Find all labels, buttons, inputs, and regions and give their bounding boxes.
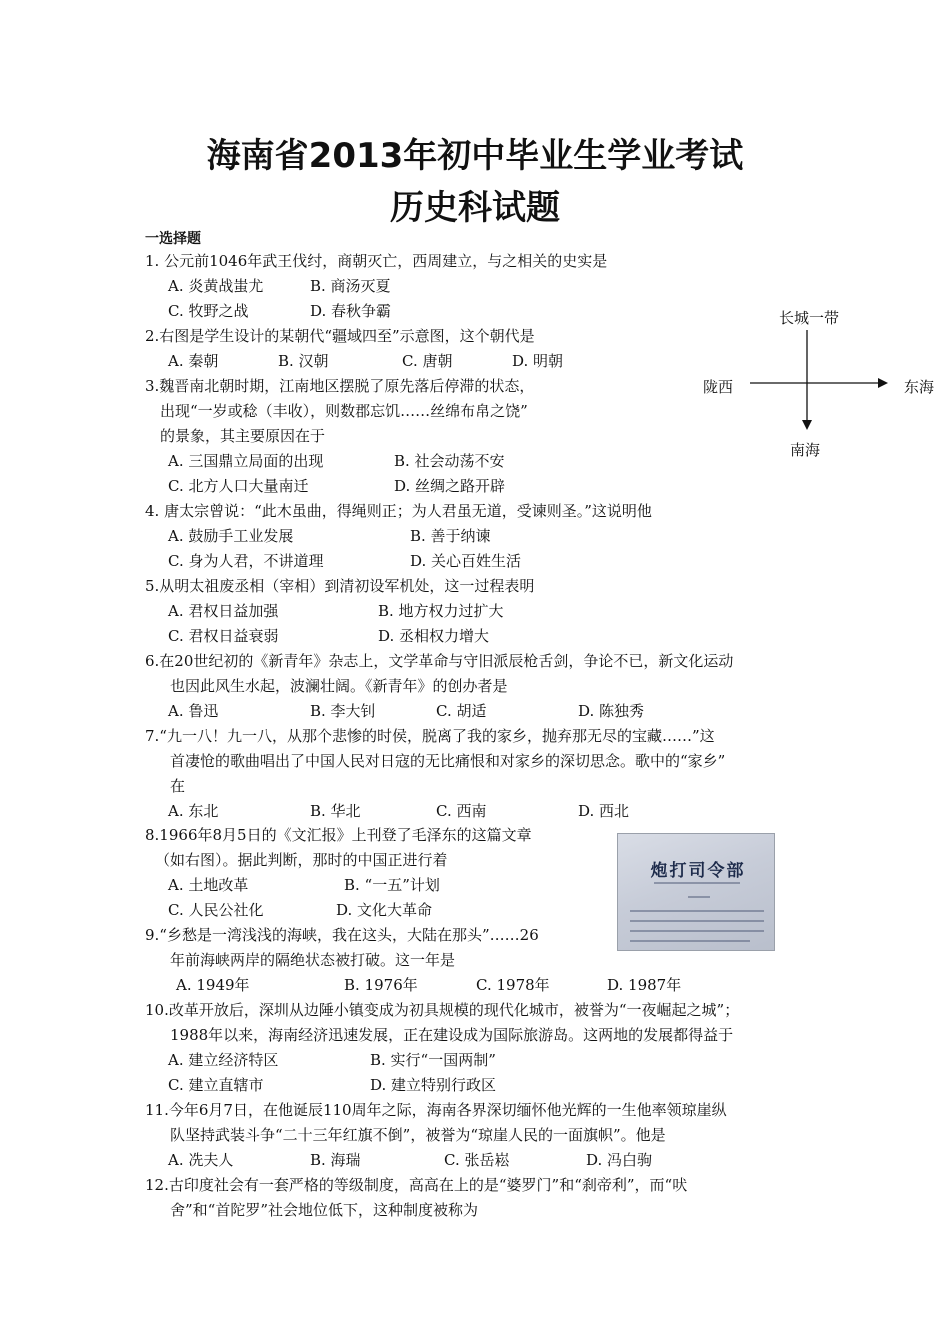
q6-option-d: D. 陈独秀 (578, 702, 645, 720)
q6-option-b: B. 李大钊 (310, 702, 376, 720)
q10-option-d: D. 建立特别行政区 (370, 1076, 497, 1094)
photo-text-line (630, 910, 764, 912)
q9-stem-line2: 年前海峡两岸的隔绝状态被打破。这一年是 (170, 951, 456, 969)
q8-option-d: D. 文化大革命 (336, 901, 433, 919)
q5-option-b: B. 地方权力过扩大 (378, 602, 504, 620)
territory-arrows (740, 330, 900, 440)
q9-option-d: D. 1987年 (607, 976, 682, 994)
q4-stem: 4. 唐太宗曾说：“此木虽曲，得绳则正；为人君虽无道，受谏则圣。”这说明他 (145, 502, 652, 520)
q8-stem: 8.1966年8月5日的《文汇报》上刊登了毛泽东的这篇文章 (145, 826, 532, 844)
q1-option-b: B. 商汤灭夏 (310, 277, 391, 295)
q2-option-a: A. 秦朝 (168, 352, 219, 370)
q9-option-b: B. 1976年 (344, 976, 418, 994)
photo-text-line (630, 930, 764, 932)
exam-subtitle: 历史科试题 (390, 188, 560, 228)
q3-option-d: D. 丝绸之路开辟 (394, 477, 506, 495)
q6-stem-line2: 也因此风生水起，波澜壮阔。《新青年》的创办者是 (170, 677, 508, 695)
map-label-east: 东海 (904, 378, 935, 396)
q5-option-a: A. 君权日益加强 (168, 602, 279, 620)
q3-option-b: B. 社会动荡不安 (394, 452, 505, 470)
q3-stem-line2: 出现“一岁或稔（丰收），则数郡忘饥……丝绵布帛之饶” (160, 402, 528, 420)
q7-option-d: D. 西北 (578, 802, 630, 820)
q1-stem: 1. 公元前1046年武王伐纣，商朝灭亡，西周建立，与之相关的史实是 (145, 252, 608, 270)
q3-option-a: A. 三国鼎立局面的出现 (168, 452, 324, 470)
q7-option-c: C. 西南 (436, 802, 487, 820)
q2-option-c: C. 唐朝 (402, 352, 453, 370)
q9-stem: 9.“乡愁是一湾浅浅的海峡，我在这头，大陆在那头”……26 (145, 926, 539, 944)
q1-option-c: C. 牧野之战 (168, 302, 249, 320)
q6-stem: 6.在20世纪初的《新青年》杂志上，文学革命与守旧派辰枪舌剑，争论不已，新文化运动 (145, 652, 734, 670)
q2-option-d: D. 明朝 (512, 352, 564, 370)
q8-option-b: B. “一五”计划 (344, 876, 440, 894)
south-arrowhead (802, 420, 812, 430)
q5-stem: 5.从明太祖废丞相（宰相）到清初设军机处，这一过程表明 (145, 577, 535, 595)
q6-option-c: C. 胡适 (436, 702, 487, 720)
q10-stem: 10.改革开放后，深圳从边陲小镇变成为初具规模的现代化城市，被誉为“一夜崛起之城”； (145, 1001, 740, 1019)
photo-text-line (630, 920, 764, 922)
east-arrowhead (878, 378, 888, 388)
q2-stem: 2.右图是学生设计的某朝代“疆域四至”示意图，这个朝代是 (145, 327, 535, 345)
q8-option-a: A. 土地改革 (168, 876, 249, 894)
q11-option-a: A. 冼夫人 (168, 1151, 234, 1169)
q7-stem-line3: 在 (170, 777, 186, 795)
q8-stem-line2: （如右图）。据此判断，那时的中国正进行着 (155, 851, 448, 869)
q4-option-d: D. 关心百姓生活 (410, 552, 522, 570)
q5-option-d: D. 丞相权力增大 (378, 627, 490, 645)
q11-option-d: D. 冯白驹 (586, 1151, 653, 1169)
q4-option-b: B. 善于纳谏 (410, 527, 491, 545)
q2-option-b: B. 汉朝 (278, 352, 329, 370)
q11-option-b: B. 海瑞 (310, 1151, 361, 1169)
q7-stem: 7.“九一八！九一八，从那个悲惨的时侯，脱离了我的家乡，抛弃那无尽的宝藏……”这 (145, 727, 715, 745)
q9-option-a: A. 1949年 (176, 976, 250, 994)
photo-subtitle-line (654, 882, 740, 884)
q3-option-c: C. 北方人口大量南迁 (168, 477, 309, 495)
q11-stem: 11.今年6月7日，在他诞辰110周年之际，海南各界深切缅怀他光辉的一生他率领琼崖纵 (145, 1101, 727, 1119)
photo-text-line (630, 940, 750, 942)
q6-option-a: A. 鲁迅 (168, 702, 219, 720)
photo-author-line (688, 896, 710, 898)
q11-option-c: C. 张岳崧 (444, 1151, 510, 1169)
q1-option-d: D. 春秋争霸 (310, 302, 392, 320)
q11-stem-line2: 队坚持武装斗争“二十三年红旗不倒”，被誉为“琼崖人民的一面旗帜”。他是 (170, 1126, 666, 1144)
q1-option-a: A. 炎黄战蚩尤 (168, 277, 264, 295)
q10-option-a: A. 建立经济特区 (168, 1051, 279, 1069)
q7-stem-line2: 首凄怆的歌曲唱出了中国人民对日寇的无比痛恨和对家乡的深切思念。歌中的“家乡” (170, 752, 726, 770)
q7-option-a: A. 东北 (168, 802, 219, 820)
q12-stem: 12.古印度社会有一套严格的等级制度，高高在上的是“婆罗门”和“刹帝利”，而“吠 (145, 1176, 688, 1194)
q8-option-c: C. 人民公社化 (168, 901, 264, 919)
newspaper-photo (617, 833, 775, 951)
q9-option-c: C. 1978年 (476, 976, 550, 994)
exam-title: 海南省2013年初中毕业生学业考试 (206, 136, 744, 176)
q4-option-c: C. 身为人君，不讲道理 (168, 552, 324, 570)
q4-option-a: A. 鼓励手工业发展 (168, 527, 294, 545)
q10-option-c: C. 建立直辖市 (168, 1076, 264, 1094)
q5-option-c: C. 君权日益衰弱 (168, 627, 279, 645)
q3-stem: 3.魏晋南北朝时期，江南地区摆脱了原先落后停滞的状态， (145, 377, 535, 395)
map-label-south: 南海 (790, 441, 821, 459)
q12-stem-line2: 舍”和“首陀罗”社会地位低下，这种制度被称为 (170, 1201, 479, 1219)
q10-option-b: B. 实行“一国两制” (370, 1051, 496, 1069)
q7-option-b: B. 华北 (310, 802, 361, 820)
section-heading: 一选择题 (145, 231, 201, 247)
map-label-north: 长城一带 (779, 309, 840, 327)
newspaper-headline: 炮打司令部 (650, 861, 746, 881)
q3-stem-line3: 的景象，其主要原因在于 (160, 427, 326, 445)
q10-stem-line2: 1988年以来，海南经济迅速发展，正在建设成为国际旅游岛。这两地的发展都得益于 (170, 1026, 734, 1044)
map-label-west: 陇西 (703, 378, 734, 396)
